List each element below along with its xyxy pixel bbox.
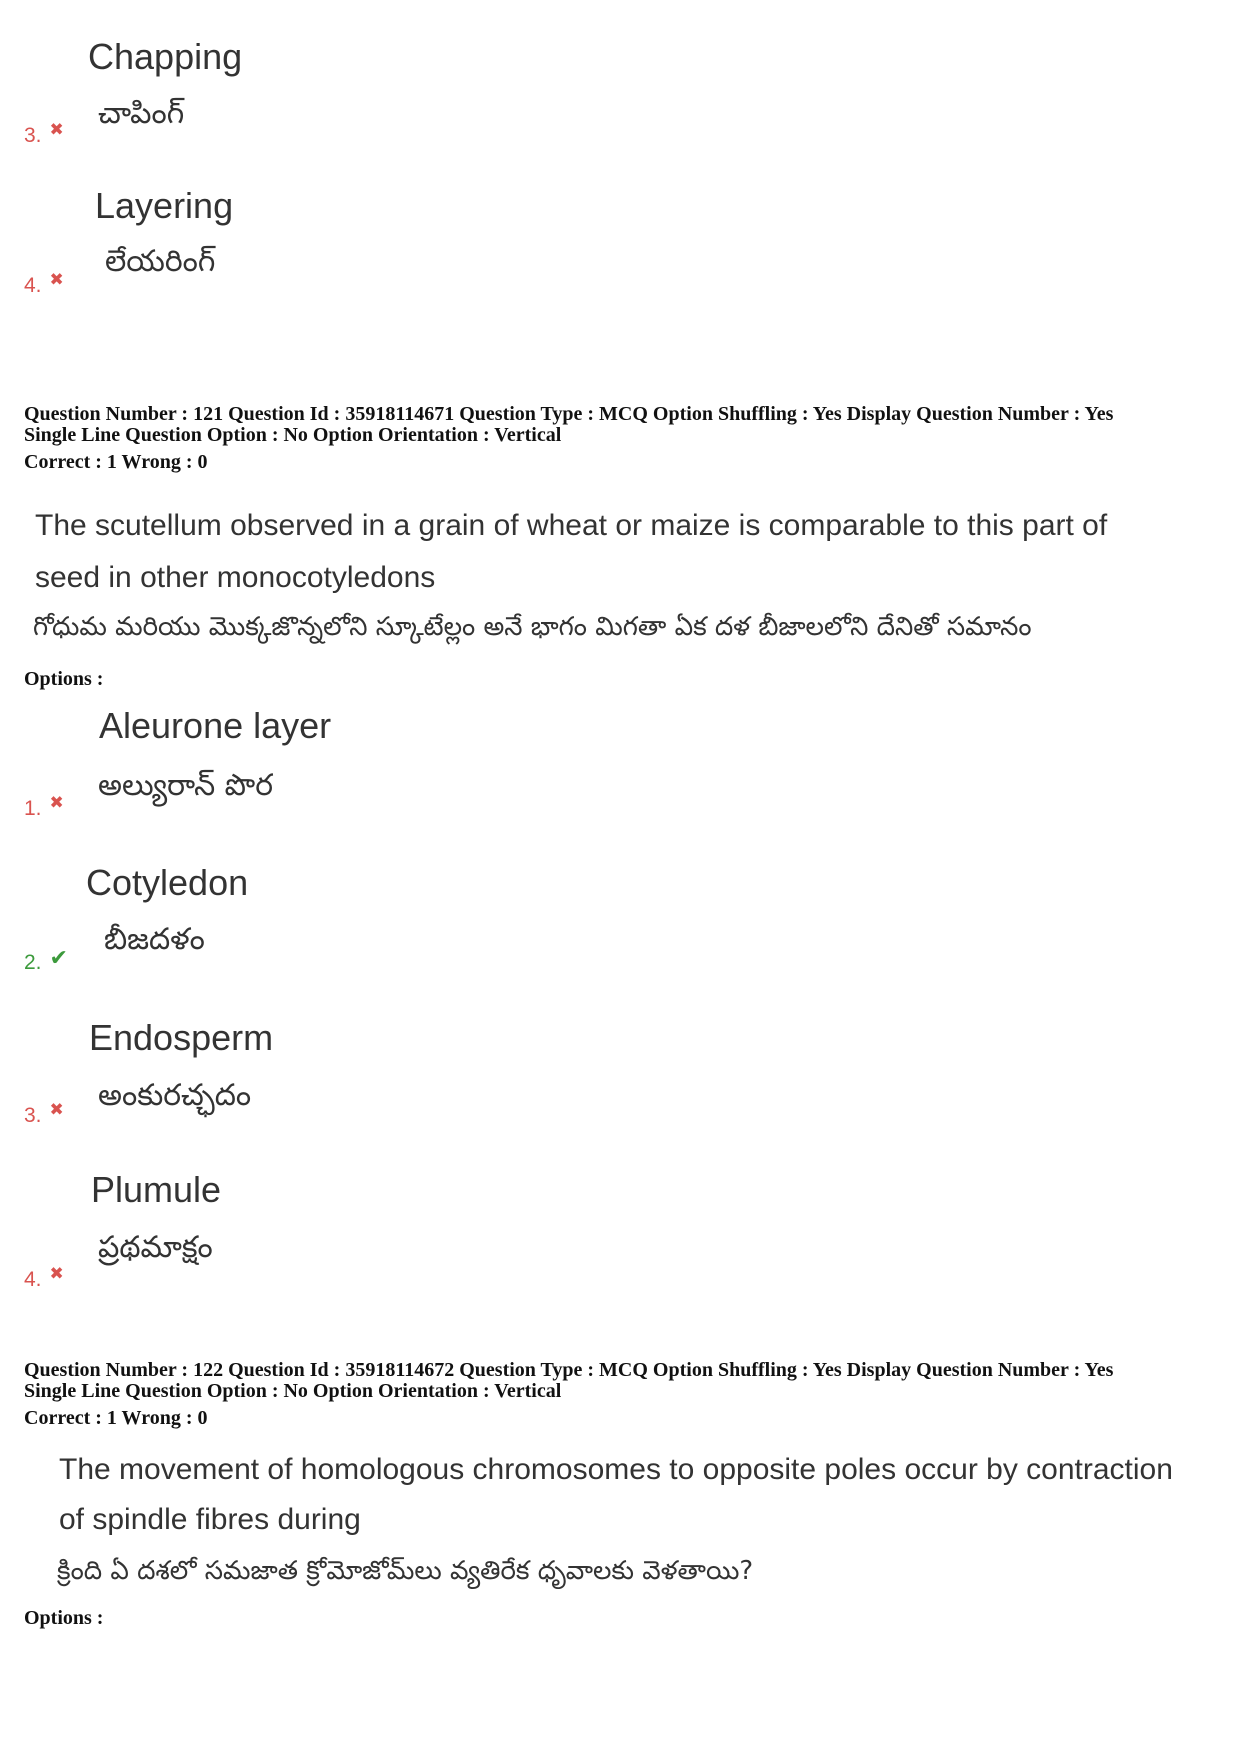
q121-option-1-number — [24, 793, 64, 821]
checkmark-icon: ✔ — [49, 946, 68, 971]
q122-text-te: క్రింది ఏ దశలో సమజాత క్రోమోజోమ్‌లు వ్యతిరేక ధృవాలకు వెళతాయి? — [57, 1556, 754, 1586]
q121-option-1-number-text: 1. — [24, 797, 42, 820]
cross-icon: ✖ — [49, 1264, 64, 1284]
cross-icon: ✖ — [49, 270, 64, 290]
q121-option-2-number-text: 2. — [24, 951, 42, 974]
q122-text-en-line2: of spindle fibres during — [59, 1503, 361, 1536]
q121-text-te: గోధుమ మరియు మొక్కజొన్నలోని స్కూటేల్లం అనే భాగం మిగతా ఏక దళ బీజాలలోని దేనితో సమానం — [33, 612, 1032, 642]
q121-option-3-english: Endosperm — [89, 1017, 274, 1058]
q121-text-en-line1: The scutellum observed in a grain of wheat or maize is comparable to this part of — [35, 509, 1108, 542]
q121-marks: Correct : 1 Wrong : 0 — [24, 451, 208, 473]
q121-option-1-telugu: అల్యురాన్ పొర — [98, 768, 274, 803]
q121-option-4-number — [24, 1264, 64, 1292]
prev-option-3-number — [24, 120, 64, 148]
prev-option-4-number — [24, 270, 64, 298]
prev-option-3-english: Chapping — [88, 36, 243, 77]
q121-meta-line1: Question Number : 121 Question Id : 35918114671 Question Type : MCQ Option Shuffling : Yes Display Question Number : Yes — [24, 403, 1114, 425]
q121-option-3-telugu: అంకురచ్ఛదం — [98, 1078, 252, 1113]
q121-option-3-number-text: 3. — [24, 1104, 42, 1127]
q122-options-label: Options : — [24, 1607, 104, 1629]
q121-option-4-number-text: 4. — [24, 1268, 42, 1291]
cross-icon: ✖ — [49, 793, 64, 813]
prev-option-3-telugu: చాపింగ్ — [98, 96, 185, 131]
q121-option-3-number — [24, 1100, 64, 1128]
q121-text-en-line2: seed in other monocotyledons — [35, 561, 436, 594]
q121-option-2-english: Cotyledon — [86, 862, 249, 903]
prev-option-4-telugu: లేయరింగ్ — [105, 244, 216, 279]
prev-option-4-english: Layering — [95, 185, 234, 226]
q121-options-label: Options : — [24, 668, 104, 690]
q121-option-4-english: Plumule — [91, 1169, 222, 1210]
q122-meta-line2: Single Line Question Option : No Option Orientation : Vertical — [24, 1380, 562, 1402]
prev-option-4-number-text: 4. — [24, 274, 42, 297]
prev-option-3-number-text: 3. — [24, 124, 42, 147]
cross-icon: ✖ — [49, 1100, 64, 1120]
q122-text-en-line1: The movement of homologous chromosomes to opposite poles occur by contraction — [59, 1453, 1173, 1486]
cross-icon: ✖ — [49, 120, 64, 140]
q121-option-4-telugu: ప్రథమాక్షం — [98, 1230, 213, 1265]
q122-meta-line1: Question Number : 122 Question Id : 35918114672 Question Type : MCQ Option Shuffling : Yes Display Question Number : Yes — [24, 1359, 1114, 1381]
q121-option-2-number — [24, 946, 68, 975]
q121-option-1-english: Aleurone layer — [99, 705, 332, 746]
q121-meta-line2: Single Line Question Option : No Option Orientation : Vertical — [24, 424, 562, 446]
q122-marks: Correct : 1 Wrong : 0 — [24, 1407, 208, 1429]
q121-option-2-telugu: బీజదళం — [104, 922, 205, 957]
